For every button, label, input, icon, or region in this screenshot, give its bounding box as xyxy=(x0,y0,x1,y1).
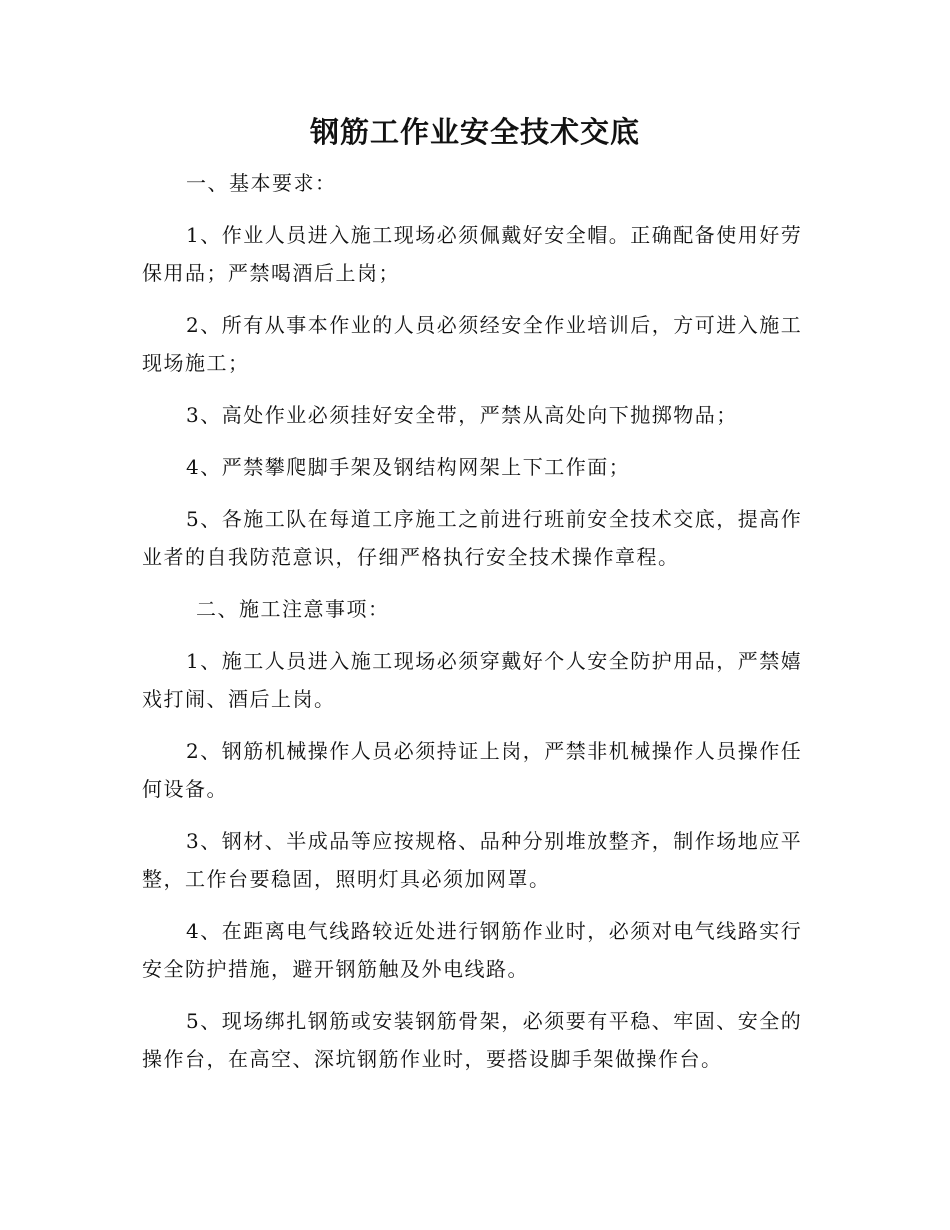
section1-item2-line2: 现场施工； xyxy=(142,351,250,375)
section1-item1-line2: 保用品；严禁喝酒后上岗； xyxy=(142,261,400,285)
section2-item1-line2: 戏打闹、酒后上岗。 xyxy=(142,687,336,711)
section2-item3-line1: 3、钢材、半成品等应按规格、品种分别堆放整齐，制作场地应平 xyxy=(186,829,803,853)
section1-item3-line1: 3、高处作业必须挂好安全带，严禁从高处向下抛掷物品； xyxy=(186,403,738,427)
section2-item4-line1: 4、在距离电气线路较近处进行钢筋作业时，必须对电气线路实行 xyxy=(186,919,803,943)
section2-item2-line2: 何设备。 xyxy=(142,777,228,801)
section1-item5-line2: 业者的自我防范意识，仔细严格执行安全技术操作章程。 xyxy=(142,545,680,569)
section1-item4-line1: 4、严禁攀爬脚手架及钢结构网架上下工作面； xyxy=(186,455,631,479)
section2-item5-line2: 操作台，在高空、深坑钢筋作业时，要搭设脚手架做操作台。 xyxy=(142,1047,723,1071)
section1-item1-line1: 1、作业人员进入施工现场必须佩戴好安全帽。正确配备使用好劳 xyxy=(186,223,803,247)
section1-item2-line1: 2、所有从事本作业的人员必须经安全作业培训后，方可进入施工 xyxy=(186,313,803,337)
document-title: 钢筋工作业安全技术交底 xyxy=(309,115,640,149)
section1-heading: 一、基本要求： xyxy=(186,171,337,195)
section2-heading: 二、施工注意事项： xyxy=(196,597,390,621)
section2-item5-line1: 5、现场绑扎钢筋或安装钢筋骨架，必须要有平稳、牢固、安全的 xyxy=(186,1009,803,1033)
section2-item2-line1: 2、钢筋机械操作人员必须持证上岗，严禁非机械操作人员操作任 xyxy=(186,739,803,763)
section2-item3-line2: 整，工作台要稳固，照明灯具必须加网罩。 xyxy=(142,867,551,891)
section2-item1-line1: 1、施工人员进入施工现场必须穿戴好个人安全防护用品，严禁嬉 xyxy=(186,649,803,673)
section1-item5-line1: 5、各施工队在每道工序施工之前进行班前安全技术交底，提高作 xyxy=(186,507,803,531)
section2-item4-line2: 安全防护措施，避开钢筋触及外电线路。 xyxy=(142,957,529,981)
